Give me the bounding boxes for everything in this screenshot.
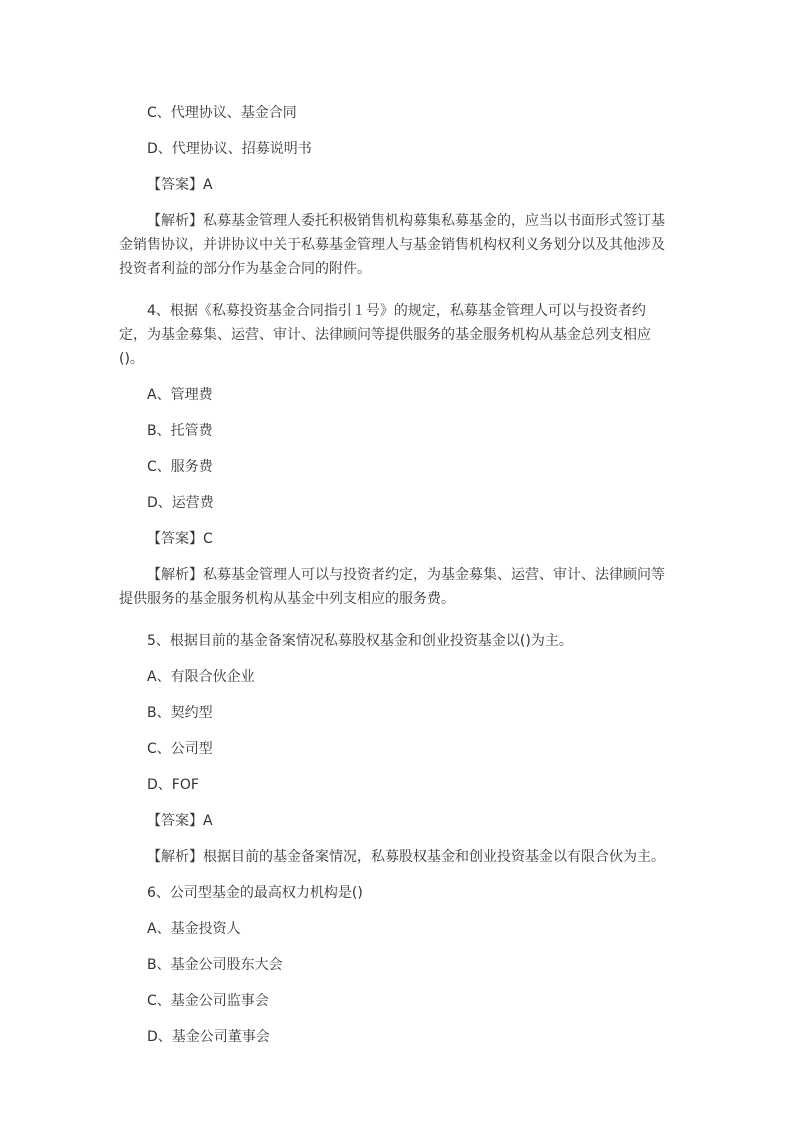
answer: 【答案】C: [147, 531, 213, 547]
analysis: 【解析】私募基金管理人委托积极销售机构募集私募基金的，应当以书面形式签订基金销售协议，并讲协议中关于私募基金管理人与基金销售机构权利义务划分以及其他涉及投资者利益的部分作为基金合同的附件。: [119, 213, 665, 277]
option-c: C、基金公司监事会: [147, 993, 269, 1009]
analysis: 【解析】私募基金管理人可以与投资者约定，为基金募集、运营、审计、法律顾问等提供服务的基金服务机构从基金中列支相应的服务费。: [119, 567, 665, 607]
option-d: D、基金公司董事会: [147, 1029, 270, 1045]
option-d: D、代理协议、招募说明书: [147, 141, 312, 157]
answer: 【答案】A: [147, 813, 213, 829]
option-c: C、服务费: [147, 459, 213, 475]
option-d: D、FOF: [147, 777, 199, 793]
option-a: A、基金投资人: [147, 921, 241, 937]
option-c: C、代理协议、基金合同: [147, 105, 297, 121]
document-body: [119, 101, 671, 1061]
question-6: 6、公司型基金的最高权力机构是(): [147, 885, 363, 901]
option-b: B、托管费: [147, 423, 213, 439]
option-b: B、契约型: [147, 705, 213, 721]
answer: 【答案】A: [147, 177, 213, 193]
question-4: 4、根据《私募投资基金合同指引１号》的规定，私募基金管理人可以与投资者约定，为基金募集、运营、审计、法律顾问等提供服务的基金服务机构从基金总列支相应()。: [119, 303, 651, 367]
option-d: D、运营费: [147, 495, 214, 511]
option-c: C、公司型: [147, 741, 213, 757]
analysis: 【解析】根据目前的基金备案情况，私募股权基金和创业投资基金以有限合伙为主。: [147, 849, 665, 865]
option-a: A、有限合伙企业: [147, 669, 255, 685]
option-b: B、基金公司股东大会: [147, 957, 283, 973]
question-5: 5、根据目前的基金备案情况私募股权基金和创业投资基金以()为主。: [147, 633, 573, 649]
option-a: A、管理费: [147, 387, 213, 403]
